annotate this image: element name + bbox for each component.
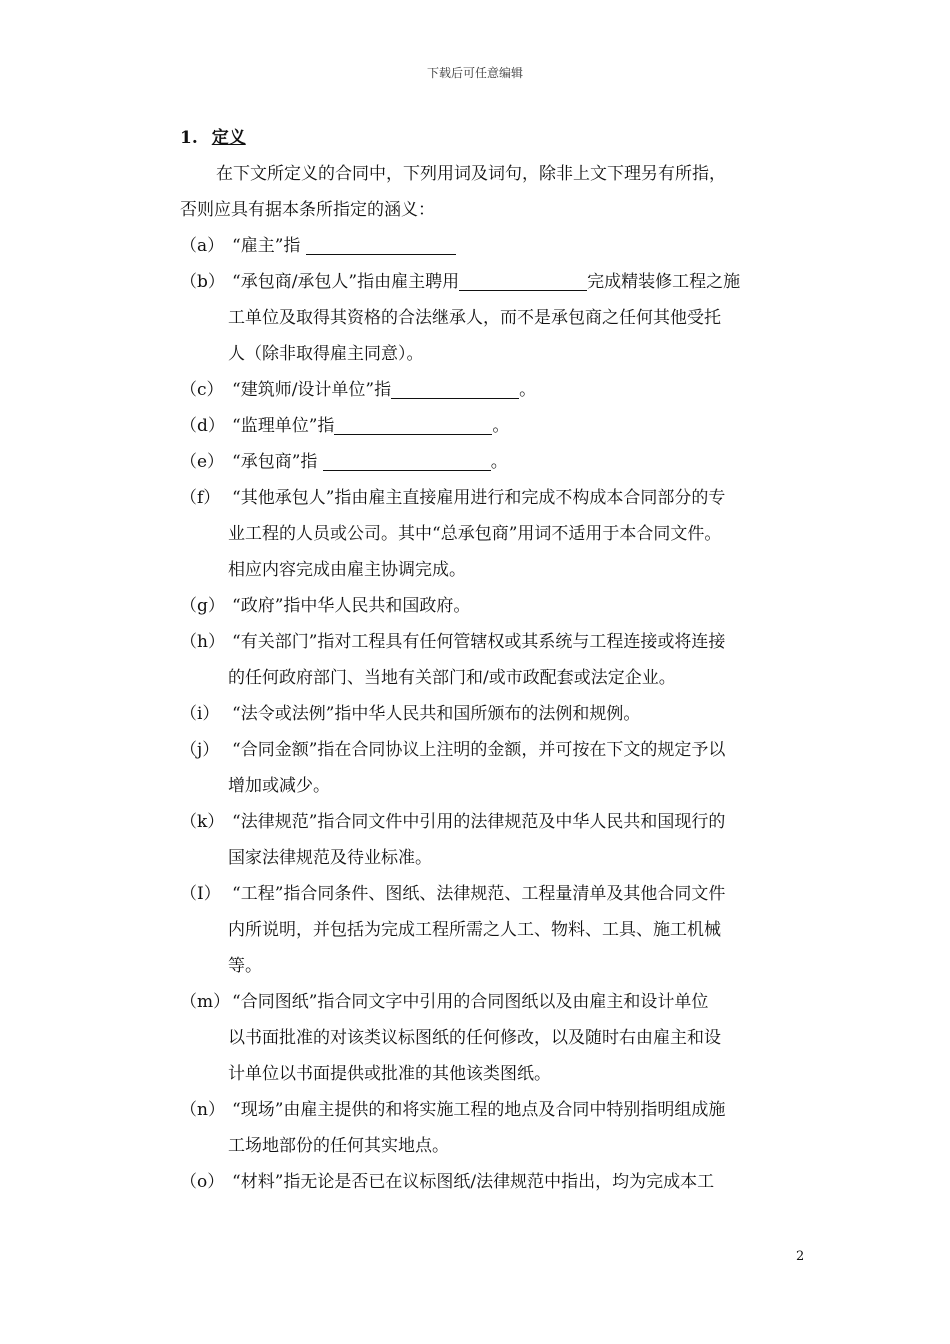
fill-in-blank[interactable] <box>391 378 519 399</box>
definition-item-m <box>180 984 810 1092</box>
item-label: （o） <box>180 1172 225 1192</box>
item-text: “承包商/承包人”指由雇主聘用 <box>232 272 460 292</box>
definition-item-h <box>180 624 810 696</box>
definition-item-a <box>180 228 810 264</box>
definition-item-l <box>180 876 810 984</box>
document-body <box>180 120 810 1200</box>
fill-in-blank[interactable] <box>306 234 456 255</box>
item-text: “材料”指无论是否已在议标图纸/法律规范中指出，均为完成本工 <box>232 1172 715 1192</box>
item-text: “雇主”指 <box>232 236 306 256</box>
page-number: 2 <box>796 1249 805 1264</box>
item-text: “有关部门”指对工程具有任何管辖权或其系统与工程连接或将连接 <box>232 632 726 652</box>
item-text-tail: 。 <box>519 380 537 400</box>
item-text: “承包商”指 <box>232 452 323 472</box>
fill-in-blank[interactable] <box>459 270 587 291</box>
item-label: （m） <box>180 992 231 1012</box>
definition-item-n <box>180 1092 810 1164</box>
item-text: “工程”指合同条件、图纸、法律规范、工程量清单及其他合同文件 <box>232 884 726 904</box>
item-label: （d） <box>180 416 225 436</box>
item-text: 人（除非取得雇主同意）。 <box>228 344 424 364</box>
item-text: 的任何政府部门、当地有关部门和/或市政配套或法定企业。 <box>228 668 676 688</box>
definition-item-f <box>180 480 810 588</box>
item-text: 业工程的人员或公司。其中“总承包商”用词不适用于本合同文件。 <box>228 524 722 544</box>
item-text: “建筑师/设计单位”指 <box>232 380 392 400</box>
item-text: “法令或法例”指中华人民共和国所颁布的法例和规例。 <box>232 704 641 724</box>
definition-item-c <box>180 372 810 408</box>
definition-item-d <box>180 408 810 444</box>
section-title: 定义 <box>211 128 246 148</box>
section-number: 1. <box>180 128 198 148</box>
item-text: “监理单位”指 <box>232 416 335 436</box>
item-text: 工单位及取得其资格的合法继承人，而不是承包商之任何其他受托 <box>228 308 721 328</box>
item-label: （I） <box>180 884 221 904</box>
item-text: 以书面批准的对该类议标图纸的任何修改，以及随时右由雇主和设 <box>228 1028 721 1048</box>
item-label: （e） <box>180 452 225 472</box>
item-text: 相应内容完成由雇主协调完成。 <box>228 560 466 580</box>
item-label: （h） <box>180 632 225 652</box>
item-text: “政府”指中华人民共和国政府。 <box>232 596 471 616</box>
item-text: 等。 <box>228 956 262 976</box>
definition-item-o <box>180 1164 810 1200</box>
item-text: “合同金额”指在合同协议上注明的金额，并可按在下文的规定予以 <box>232 740 726 760</box>
fill-in-blank[interactable] <box>334 414 492 435</box>
item-label: （j） <box>180 740 220 760</box>
item-text: “法律规范”指合同文件中引用的法律规范及中华人民共和国现行的 <box>232 812 726 832</box>
definition-item-i <box>180 696 810 732</box>
item-label: （a） <box>180 236 225 256</box>
item-label: （n） <box>180 1100 225 1120</box>
item-label: （c） <box>180 380 224 400</box>
definition-item-j <box>180 732 810 804</box>
item-text-tail: 完成精装修工程之施 <box>587 272 741 292</box>
item-text: 增加或减少。 <box>228 776 330 796</box>
intro-paragraph-line-2: 否则应具有据本条所指定的涵义： <box>180 200 435 220</box>
item-text: “现场”由雇主提供的和将实施工程的地点及合同中特别指明组成施 <box>232 1100 726 1120</box>
definition-item-k <box>180 804 810 876</box>
fill-in-blank[interactable] <box>323 450 491 471</box>
definition-item-b <box>180 264 810 372</box>
item-text-tail: 。 <box>490 452 508 472</box>
item-text: “合同图纸”指合同文字中引用的合同图纸以及由雇主和设计单位 <box>232 992 709 1012</box>
item-label: （i） <box>180 704 220 724</box>
page-header-note: 下载后可任意编辑 <box>426 66 523 80</box>
item-label: （g） <box>180 596 225 616</box>
item-text: 内所说明，并包括为完成工程所需之人工、物料、工具、施工机械 <box>228 920 721 940</box>
item-label: （k） <box>180 812 225 832</box>
item-text: “其他承包人”指由雇主直接雇用进行和完成不构成本合同部分的专 <box>232 488 726 508</box>
item-text: 计单位以书面提供或批准的其他该类图纸。 <box>228 1064 551 1084</box>
item-text: 国家法律规范及待业标准。 <box>228 848 432 868</box>
section-heading <box>180 120 810 156</box>
item-label: （b） <box>180 272 225 292</box>
intro-paragraph-line-1: 在下文所定义的合同中，下列用词及词句，除非上文下理另有所指， <box>216 164 726 184</box>
item-text-tail: 。 <box>492 416 510 436</box>
definition-item-g <box>180 588 810 624</box>
definition-item-e <box>180 444 810 480</box>
item-label: （f） <box>180 488 221 508</box>
item-text: 工场地部份的任何其实地点。 <box>228 1136 449 1156</box>
